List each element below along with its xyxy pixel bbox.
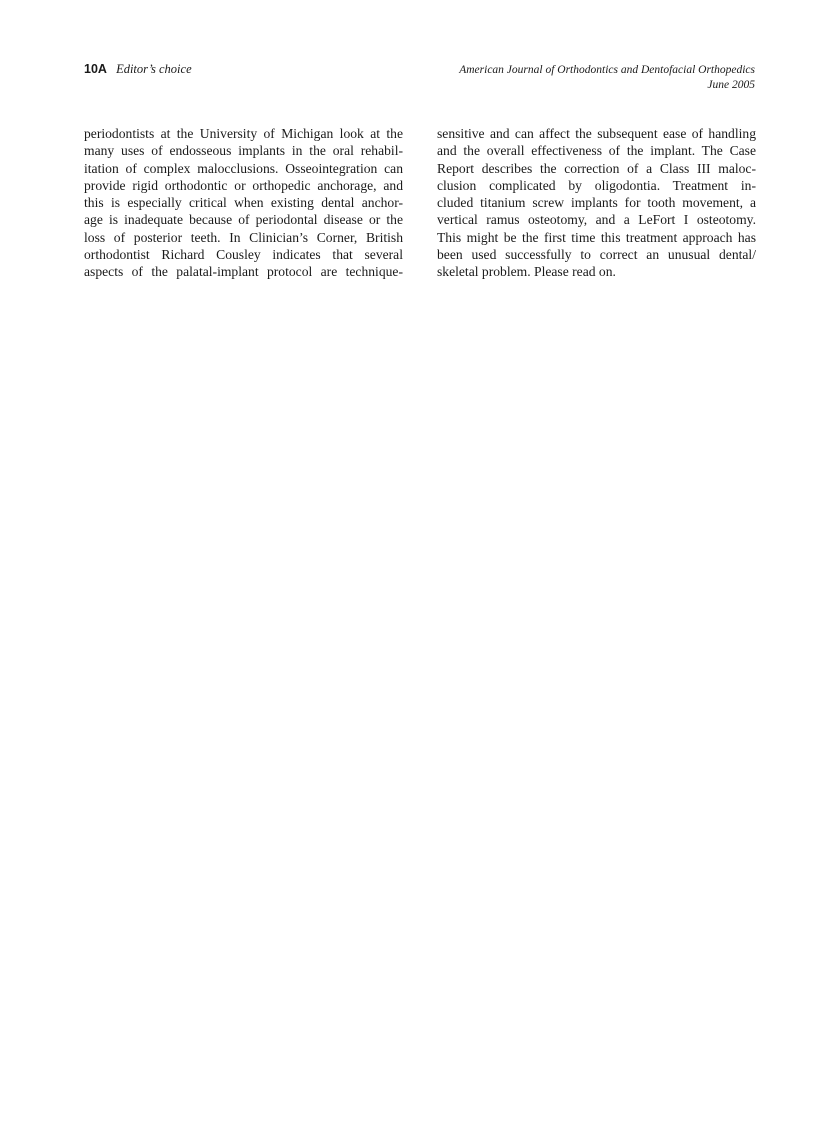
text-line: aspects of the palatal-implant protocol are technique- — [84, 264, 403, 280]
text-line: sensitive and can affect the subsequent ease of handling — [437, 126, 756, 141]
text-line: this is especially critical when existing dental anchor- — [84, 195, 403, 211]
text-line: itation of complex malocclusions. Osseointegration can — [84, 160, 403, 176]
text-line: provide rigid orthodontic or orthopedic anchorage, and — [84, 177, 403, 193]
page-number: 10A — [84, 62, 107, 76]
text-line: Report describes the correction of a Class III maloc- — [437, 160, 756, 176]
running-header-right — [459, 63, 755, 92]
text-line: and the overall effectiveness of the implant. The Case — [437, 143, 756, 159]
text-line: clusion complicated by oligodontia. Treatment in- — [437, 177, 756, 193]
text-line: been used successfully to correct an unusual dental/ — [437, 247, 756, 263]
issue-date: June 2005 — [707, 78, 755, 91]
text-line: This might be the first time this treatment approach has — [437, 229, 756, 245]
text-line: loss of posterior teeth. In Clinician’s Corner, British — [84, 229, 403, 245]
text-line: cluded titanium screw implants for tooth movement, a — [437, 195, 756, 211]
text-line: skeletal problem. Please read on. — [437, 264, 616, 280]
left-column — [84, 125, 403, 281]
text-line: periodontists at the University of Michigan look at the — [84, 126, 403, 141]
text-line: many uses of endosseous implants in the oral rehabil- — [84, 143, 403, 159]
text-line: age is inadequate because of periodontal disease or the — [84, 212, 403, 228]
text-line: orthodontist Richard Cousley indicates that several — [84, 247, 403, 263]
section-title: Editor’s choice — [116, 62, 192, 76]
running-header-left — [84, 62, 192, 77]
right-column — [437, 125, 756, 281]
text-line: vertical ramus osteotomy, and a LeFort I osteotomy. — [437, 212, 756, 228]
journal-title: American Journal of Orthodontics and Dentofacial Orthopedics — [459, 64, 755, 76]
